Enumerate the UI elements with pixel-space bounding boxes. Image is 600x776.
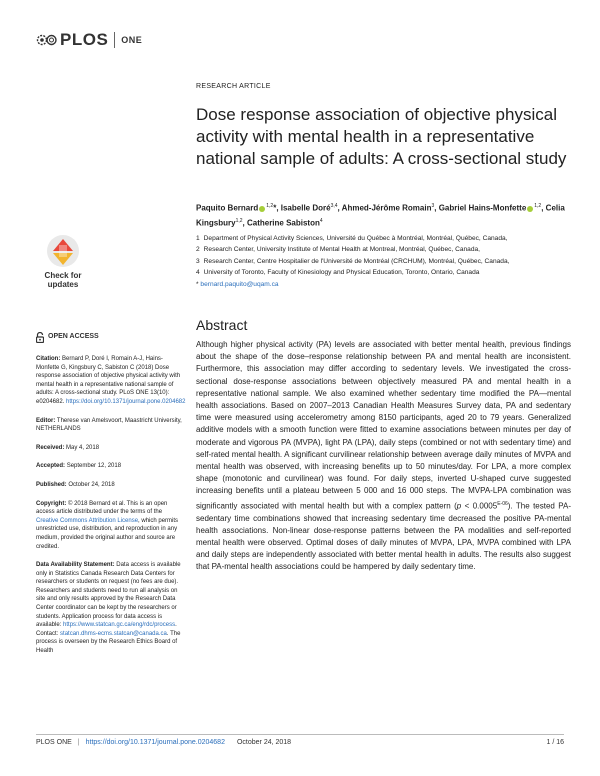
- open-access-label: OPEN ACCESS: [48, 333, 99, 341]
- author-name[interactable]: , Celia Kingsbury: [196, 203, 565, 228]
- citation-doi-link[interactable]: https://doi.org/10.1371/journal.pone.0204682: [66, 398, 186, 405]
- abstract-p-italic: p: [456, 501, 462, 511]
- author-affil-sup: 1,2: [235, 217, 243, 224]
- affiliation-text: Research Center, Centre Hospitalier de l'Université de Montréal (CRCHUM), Montréal, Québec, Canada,: [203, 257, 510, 265]
- article-info-sidebar: [36, 332, 186, 666]
- accepted-date: September 12, 2018: [66, 463, 122, 470]
- open-lock-icon: [36, 332, 44, 343]
- copyright-text-2: , which permits unrestricted use, distribution, and reproduction in any medium, provided the original author and source are credited.: [36, 517, 179, 550]
- footer-doi-link[interactable]: https://doi.org/10.1371/journal.pone.0204682: [85, 739, 225, 746]
- affiliation-text: University of Toronto, Faculty of Kinesiology and Physical Education, Toronto, Ontario, Canada: [203, 268, 480, 276]
- email-link[interactable]: bernard.paquito@uqam.ca: [200, 281, 279, 288]
- data-availability-block: [36, 561, 186, 656]
- affiliation-item: [196, 256, 571, 267]
- email-star: *: [196, 281, 199, 288]
- orcid-icon[interactable]: [527, 206, 533, 212]
- article-title: Dose response association of objective physical activity with mental health in a representative national sample of adults: A cross-sectional study: [196, 105, 567, 168]
- plos-gear-icon: [36, 31, 58, 49]
- brand-name: PLOS: [60, 30, 109, 49]
- author-affil-sup: 3,4: [330, 203, 338, 209]
- abstract-heading: Abstract: [196, 317, 248, 333]
- license-link[interactable]: Creative Commons Attribution License: [36, 517, 139, 524]
- journal-name: ONE: [121, 35, 143, 45]
- author-name[interactable]: , Isabelle Doré: [276, 203, 331, 213]
- footer-rule: [36, 734, 564, 735]
- editor-label: Editor:: [36, 417, 56, 424]
- author-name[interactable]: , Ahmed-Jérôme Romain: [337, 203, 432, 213]
- citation-label: Citation:: [36, 356, 61, 362]
- footer-left: [36, 739, 291, 746]
- copyright-text-1: © 2018 Bernard et al. This is an open access article distributed under the terms of the: [36, 500, 168, 516]
- copyright-block: [36, 500, 186, 552]
- received-block: [36, 444, 186, 453]
- affiliation-number: 1: [196, 235, 200, 242]
- author-list: [196, 200, 571, 229]
- accepted-block: [36, 462, 186, 471]
- check-updates-label: Check for updates: [44, 271, 82, 289]
- author-name[interactable]: Paquito Bernard: [196, 203, 259, 213]
- editor-text: Therese van Amelsvoort, Maastricht University, NETHERLANDS: [36, 417, 182, 433]
- article-type: RESEARCH ARTICLE: [196, 83, 271, 90]
- citation-text: Bernard P, Doré I, Romain A-J, Hains-Monfette G, Kingsbury C, Sabiston C (2018) Dose response association of objective physical activity with mental health in a representative national sample of adults: A cross-sectional study. PLoS ONE 13(10): e0204682.: [36, 356, 181, 405]
- affiliation-number: 4: [196, 268, 200, 276]
- copyright-label: Copyright:: [36, 500, 67, 507]
- author-name[interactable]: , Gabriel Hains-Monfette: [434, 203, 527, 213]
- footer-page-number: 1 / 16: [546, 739, 564, 746]
- data-availability-text-3: . The process is overseen by the Research Ethics Board of Health: [36, 630, 181, 655]
- citation-block: [36, 355, 186, 407]
- abstract-text-2: < 0.0005: [461, 501, 498, 511]
- logo-divider: [114, 32, 115, 48]
- author-affil-sup: 4: [319, 217, 323, 224]
- abstract-text-1: Although higher physical activity (PA) levels are associated with better mental health, previous findings about the shape of the dose–response relationship between PA and mental health are inconsistent. Furthermore, this association may differ according to sedentary levels. We investigated the cross-sectional dose-response associations between objectively measured PA and mental health in a representative national sample. We also examined whether sedentary time modified the PA—mental health associations. Based on 2007–2013 Canadian Health Measures Survey data, PA and sedentary time were measured using accelerometry among 8150 participants, aged 20 to 79 years. Generalized additive models with a smooth function were fitted to examine associations between minutes per day of moderate and vigorous PA (MVPA), light PA (LPA), daily steps (combined or not with sedentary time) and self-rated mental health. A significant curvilinear relationship between average daily minutes of MVPA and mental health was observed, with increasing benefits up to 50 minutes/day. For LPA, a more complex shape (monotonic and curvilinear) was found. For daily steps, inverted U-shaped curve suggested increasing benefits until a plateau between 5 000 and 16 000 steps. The MVPA-LPA combination was significantly associated with mental health but with a complex pattern (: [196, 340, 571, 511]
- abstract-body: [196, 339, 571, 574]
- open-access-badge: [36, 332, 186, 343]
- data-availability-label: Data Availability Statement:: [36, 562, 115, 569]
- data-availability-text-2: . Contact:: [36, 622, 177, 637]
- orcid-icon[interactable]: [259, 206, 265, 212]
- author-affil-sup: 3: [431, 203, 435, 209]
- abstract-text-3: ). The tested PA-sedentary time combinations showed that increasing sedentary time decreased the positive PA-mental health associations. Non-linear dose-response patterns between the PA modalities and self-reported mental health were observed. Optimal doses of daily minutes of MVPA, LPA, MVPA combined with LPA and daily steps are independently associated with better mental health in adults. The results also suggest that PA-mental health associations could be hampered by daily sedentary time.: [196, 501, 572, 572]
- corresponding-star: *: [273, 203, 277, 213]
- contact-email-link[interactable]: statcan.dhms-ecms.statcan@canada.ca: [60, 630, 167, 637]
- published-label: Published:: [36, 481, 67, 488]
- check-updates-icon: [45, 233, 81, 269]
- footer-date: October 24, 2018: [236, 739, 292, 746]
- author-affil-sup: 1,2: [534, 203, 542, 209]
- footer-journal: PLOS ONE: [36, 739, 72, 746]
- corresponding-email: [196, 281, 571, 288]
- affiliation-number: 3: [196, 257, 200, 265]
- affiliation-text: Department of Physical Activity Sciences, Université du Québec à Montréal, Montréal, Québec, Canada,: [203, 235, 508, 242]
- plos-one-logo: [36, 30, 142, 50]
- affiliation-item: [196, 267, 571, 278]
- published-block: [36, 481, 186, 490]
- editor-block: [36, 417, 186, 434]
- published-date: October 24, 2018: [68, 481, 115, 488]
- affiliation-item: [196, 233, 571, 244]
- accepted-label: Accepted:: [36, 463, 66, 470]
- received-label: Received:: [36, 444, 65, 451]
- author-name[interactable]: , Catherine Sabiston: [242, 218, 320, 228]
- affiliation-list: [196, 233, 571, 278]
- affiliation-text: Research Center, University Institute of Mental Health at Montreal, Montréal, Québec, Canada,: [203, 246, 481, 254]
- affiliation-item: [196, 244, 571, 255]
- affiliation-number: 2: [196, 246, 200, 254]
- abstract-exponent: E-06: [497, 500, 508, 507]
- rdc-process-link[interactable]: https://www.statcan.gc.ca/eng/rdc/process: [63, 622, 176, 629]
- received-date: May 4, 2018: [66, 444, 100, 451]
- author-affil-sup: 1,2: [266, 203, 274, 209]
- footer-separator: |: [77, 739, 80, 746]
- page-footer: [36, 734, 564, 748]
- check-for-updates-badge[interactable]: [37, 233, 89, 293]
- data-availability-text-1: Data access is available only in Statistics Canada Research Data Centers for researchers or students on request (no fees are due). Researchers and students need to run all analysis on site and only results approved by the Research Data Center coordinator can be kept by the researchers or students. Application process for data access is available:: [36, 562, 181, 629]
